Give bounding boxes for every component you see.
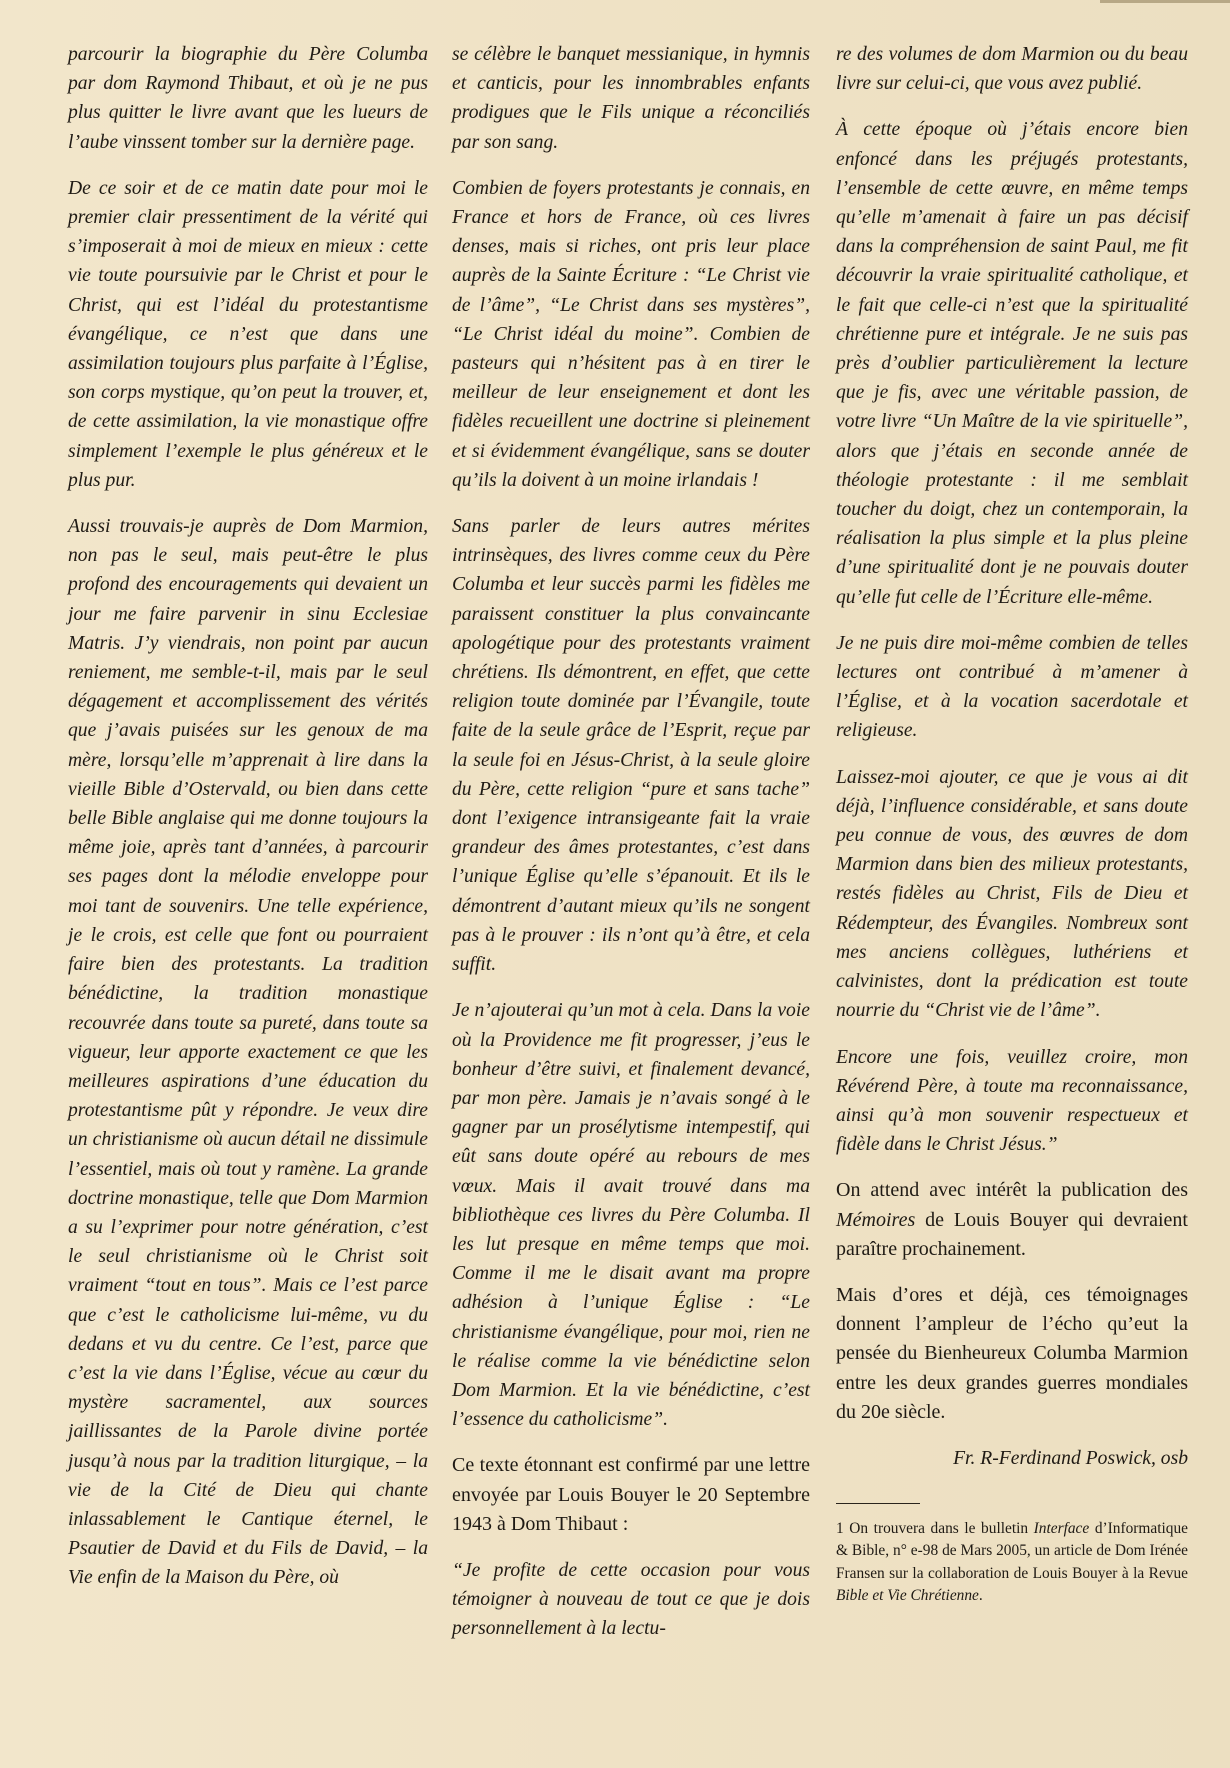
paragraph: Encore une fois, veuillez croire, mon Révérend Père, à toute ma reconnaissance, ainsi qu’à mon souvenir respectueux et fidèle dans le Christ Jésus.” [836,1046,1188,1156]
text-run: de Louis Bouyer qui devraient paraître prochainement. [836,1208,1188,1260]
paragraph-roman [836,1176,1188,1264]
signature: Fr. R-Ferdinand Poswick, osb [953,1447,1188,1469]
text-run: d’Informatique & Bible, n° e-98 de Mars 2005, un article de Dom Irénée Fransen sur la collaboration de Louis Bouyer à la Revue [836,1519,1188,1582]
paragraph: De ce soir et de ce matin date pour moi le premier clair pressentiment de la vérité qui s’imposerait à moi de mieux en mieux : cette vie toute poursuivie par le Christ et pour le Christ, qui est l’idéal du protestantisme évangélique, ce n’est que dans une assimilation toujours plus parfaite à l’Église, son corps mystique, qu’on peut la trouver, et, de cette assimilation, la vie monastique offre simplement l’exemple le plus généreux et le plus pur. [68,177,428,491]
paragraph: À cette époque où j’étais encore bien enfoncé dans les préjugés protestants, l’ensemble de cette œuvre, en même temps qu’elle m’amenait à faire un pas décisif dans la compréhension de saint Paul, me fit découvrir la vraie spiritualité catholique, et le fait que celle-ci n’est que la spiritualité chrétienne pure et intégrale. Je ne suis pas près d’oublier particulièrement la lecture que je fis, avec une véritable passion, de votre livre “Un Maître de la vie spirituelle”, alors que j’étais en seconde année de théologie protestante : il me semblait toucher du doigt, chez un contemporain, la réalisation la plus simple et la plus pleine d’une spiritualité dont je ne pouvais douter qu’elle fut celle de l’Écriture elle-même. [836,119,1188,608]
text-run: . [978,1587,983,1605]
top-divider [1100,0,1230,3]
footnote [836,1518,1188,1608]
text-run: 1 On trouvera dans le bulletin [836,1519,1034,1537]
paragraph: “Je profite de cette occasion pour vous témoigner à nouveau de tout ce que je dois personnellement à la lectu- [452,1559,810,1640]
paragraph: Je ne puis dire moi-même combien de telles lectures ont contribué à m’amener à l’Église, et à la vocation sacerdotale et religieuse. [836,632,1188,742]
publication-title: Interface [1033,1519,1090,1537]
paragraph-roman: Ce texte étonnant est confirmé par une lettre envoyée par Louis Bouyer le 20 Septembre 1943 à Dom Thibaut : [452,1454,810,1535]
book-title: Mémoires [836,1208,916,1231]
text-run: On attend avec intérêt la publication des [836,1179,1188,1202]
paragraph: Sans parler de leurs autres mérites intrinsèques, des livres comme ceux du Père Columba et leur succès parmi les fidèles me paraissent constituer la plus convaincante apologétique pour des protestants vraiment chrétiens. Ils démontrent, en effet, que cette religion toute dominée par l’Évangile, toute faite de la seule grâce de l’Esprit, reçue par la seule foi en Jésus-Christ, à la seule gloire du Père, cette religion “pure et sans tache” dont l’exigence intransigeante fait la vraie grandeur des âmes protestantes, c’est dans l’unique Église qu’elle s’épanouit. Et ils le démontrent d’autant mieux qu’ils ne songent pas à le prouver : ils n’ont qu’à être, et cela suffit. [452,516,810,976]
publication-title: Bible et Vie Chrétienne [836,1587,979,1605]
paragraph: se célèbre le banquet messianique, in hymnis et canticis, pour les innombrables enfants prodigues que le Fils unique a réconciliés par son sang. [452,44,810,153]
paragraph: parcourir la biographie du Père Columba par dom Raymond Thibaut, et où je ne pus plus quitter le livre avant que les lueurs de l’aube vinssent tomber sur la dernière page. [68,44,428,153]
paragraph: Laissez-moi ajouter, ce que je vous ai dit déjà, l’influence considérable, et sans doute peu connue de vous, des œuvres de dom Marmion dans bien des milieux protestants, restés fidèles au Christ, Fils de Dieu et Rédempteur, des Évangiles. Nombreux sont mes anciens collègues, luthériens et calvinistes, dont la prédication est toute nourrie du “Christ vie de l’âme”. [836,766,1188,1022]
paragraph-roman: Mais d’ores et déjà, ces témoignages donnent l’ampleur de l’écho qu’eut la pensée du Bienheureux Columba Marmion entre les deux grandes guerres mondiales du 20e siècle. [836,1283,1188,1423]
paragraph: Je n’ajouterai qu’un mot à cela. Dans la voie où la Providence me fit progresser, j’eus le bonheur d’être suivi, et finalement devancé, par mon père. Jamais je n’avais songé à le gagner par un prosélytisme intempestif, qui eût sans doute opéré au rebours de mes vœux. Mais il avait trouvé dans ma bibliothèque ces livres du Père Columba. Il les lut presque en même temps que moi. Comme il me le disait avant ma propre adhésion à l’unique Église : “Le christianisme évangélique, pour moi, rien ne le réalise comme la vie bénédictine selon Dom Marmion. Et la vie bénédictine, c’est l’essence du catholicisme”. [452,1000,810,1431]
column-left [68,40,428,1610]
column-middle [452,40,810,1661]
paragraph: re des volumes de dom Marmion ou du beau livre sur celui-ci, que vous avez publié. [836,44,1188,95]
footnote-divider [836,1503,920,1504]
paragraph: Combien de foyers protestants je connais, en France et hors de France, où ces livres denses, mais si riches, ont pris leur place auprès de la Sainte Écriture : “Le Christ vie de l’âme”, “Le Christ dans ses mystères”, “Le Christ idéal du moine”. Combien de pasteurs qui n’hésitent pas à en tirer le meilleur de leur enseignement et dont les fidèles recueillent une doctrine si pleinement et si évidemment évangélique, sans se douter qu’ils la doivent à un moine irlandais ! [452,177,810,491]
column-right [836,40,1188,1608]
paragraph: Aussi trouvais-je auprès de Dom Marmion, non pas le seul, mais peut-être le plus profond des encouragements qui devaient un jour me faire parvenir in sinu Ecclesiae Matris. J’y viendrais, non point par aucun reniement, me semble-t-il, mais par le seul dégagement et accomplissement des vérités que j’avais puisées sur les genoux de ma mère, lorsqu’elle m’apprenait à lire dans la vieille Bible d’Ostervald, ou bien dans cette belle Bible anglaise qui me donne toujours la même joie, après tant d’années, à parcourir ses pages dont la mélodie enveloppe pour moi tant de souvenirs. Une telle expérience, je le crois, est celle que font ou pourraient faire bien des protestants. La tradition bénédictine, la tradition monastique recouvrée dans toute sa pureté, dans toute sa vigueur, leur apporte exactement ce que les meilleures aspirations d’une éducation du protestantisme pût y répondre. Je veux dire un christianisme où aucun détail ne dissimule l’essentiel, mais où tout y ramène. La grande doctrine monastique, telle que Dom Marmion a su l’exprimer pour notre génération, c’est le seul christianisme où le Christ soit vraiment “tout en tous”. Mais ce l’est parce que c’est le catholicisme lui-même, vu du dedans et vu du centre. Ce l’est, parce que c’est la vie dans l’Église, vécue au cœur du mystère sacramentel, aux sources jaillissantes de la Parole divine portée jusqu’à nous par la tradition liturgique, – la vie de la Cité de Dieu qui chante inlassablement le Cantique éternel, le Psautier de David et du Fils de David, – la Vie enfin de la Maison du Père, où [68,516,428,1589]
